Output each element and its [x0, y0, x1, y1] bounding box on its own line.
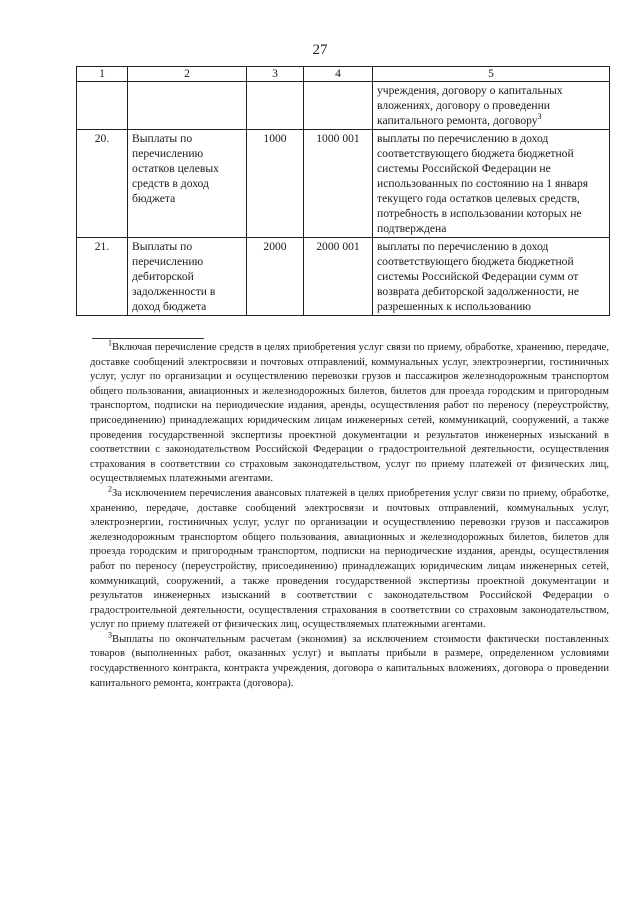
- row-name: Выплаты по перечислению дебиторской задолженности в доход бюджета: [128, 238, 247, 316]
- header-cell: 1: [77, 67, 128, 82]
- row-code: 1000: [247, 130, 304, 238]
- row-subcode: 1000 001: [304, 130, 373, 238]
- table-row-continuation: [77, 82, 610, 130]
- table-header-row: [77, 67, 610, 82]
- footnote-text: Выплаты по окончательным расчетам (экономия) за исключением стоимости фактически поставленных товаров (выполненных работ, оказанных услуг) и выплаты прибыли в размере, определенном условиями государственного контракта, контракта учреждения, договора о капитальных вложениях, договора о проведении капитального ремонта, контракта (договора).: [90, 633, 609, 689]
- header-cell: 5: [373, 67, 610, 82]
- row-subcode: 2000 001: [304, 238, 373, 316]
- table-cell: [247, 82, 304, 130]
- continuation-text: учреждения, договору о капитальных вложениях, договору о проведении капитального ремонта, договору: [377, 84, 563, 127]
- footnote-mark: 3: [108, 630, 112, 640]
- footnote: [90, 484, 609, 633]
- table-cell: [304, 82, 373, 130]
- footnote-text: За исключением перечисления авансовых платежей в целях приобретения услуг связи по приему, обработке, хранению, передаче, доставке сообщений электросвязи и почтовых отправлений, коммунальных услуг, электроэнергии, гостиничных услуг, услуг по организации и осуществлению перевозки грузов и пассажиров железнодорожным транспортом общего пользования, авиационных и железнодорожных билетов, билетов для проезда городским и пригородным транспортом, подписки на периодические издания, аренды, осуществления работ по переносу (переустройству, присоединению) принадлежащих юридическим лицам инженерных сетей, коммуникаций, сооружений, а также проведения государственной экспертизы проектной документации и результатов инженерных изысканий в соответствии с законодательством Российской Федерации о градостроительной деятельности, осуществления страхования в соответствии со страховым законодательством, услуг по приему платежей от физических лиц, осуществляемых платежными агентами.: [90, 487, 609, 631]
- row-number: 20.: [77, 130, 128, 238]
- payments-table: [76, 66, 610, 316]
- footnotes: [90, 338, 609, 691]
- row-description: выплаты по перечислению в доход соответствующего бюджета бюджетной системы Российской Федерации сумм от возврата дебиторской задолженности, не разрешенных к использованию: [373, 238, 610, 316]
- footnote-mark: 2: [108, 484, 112, 494]
- footnote: [90, 338, 609, 487]
- footnote-text: Включая перечисление средств в целях приобретения услуг связи по приему, обработке, хранению, передаче, доставке сообщений электросвязи и почтовых отправлений, коммунальных услуг, электроэнергии, гостиничных услуг, услуг по организации и осуществлению перевозки грузов и пассажиров железнодорожным транспортом общего пользования, авиационных и железнодорожных билетов, билетов для проезда городским и пригородным транспортом, подписки на периодические издания, аренды, осуществления работ по переносу (переустройству, присоединению) принадлежащих юридическим лицам инженерных сетей, коммуникаций, сооружений, а также проведения государственной экспертизы проектной документации и результатов инженерных изысканий в соответствии с законодательством Российской Федерации о градостроительной деятельности, осуществления страхования в соответствии со страховым законодательством, услуг по приему платежей от физических лиц, осуществляемых платежными агентами.: [90, 342, 609, 485]
- table-row: [77, 238, 610, 316]
- header-cell: 4: [304, 67, 373, 82]
- table-row: [77, 130, 610, 238]
- header-cell: 2: [128, 67, 247, 82]
- footnote-mark: 1: [108, 338, 112, 348]
- row-description: выплаты по перечислению в доход соответствующего бюджета бюджетной системы Российской Федерации не использованных по состоянию на 1 января текущего года остатков целевых средств, потребность в использовании которых не подтверждена: [373, 130, 610, 238]
- table-cell: [128, 82, 247, 130]
- footnote-ref: 3: [537, 112, 542, 122]
- header-cell: 3: [247, 67, 304, 82]
- page-number: 27: [312, 42, 328, 58]
- table-cell-description: [373, 82, 610, 130]
- footnote: [90, 630, 609, 691]
- row-number: 21.: [77, 238, 128, 316]
- table-cell: [77, 82, 128, 130]
- row-code: 2000: [247, 238, 304, 316]
- row-name: Выплаты по перечислению остатков целевых средств в доход бюджета: [128, 130, 247, 238]
